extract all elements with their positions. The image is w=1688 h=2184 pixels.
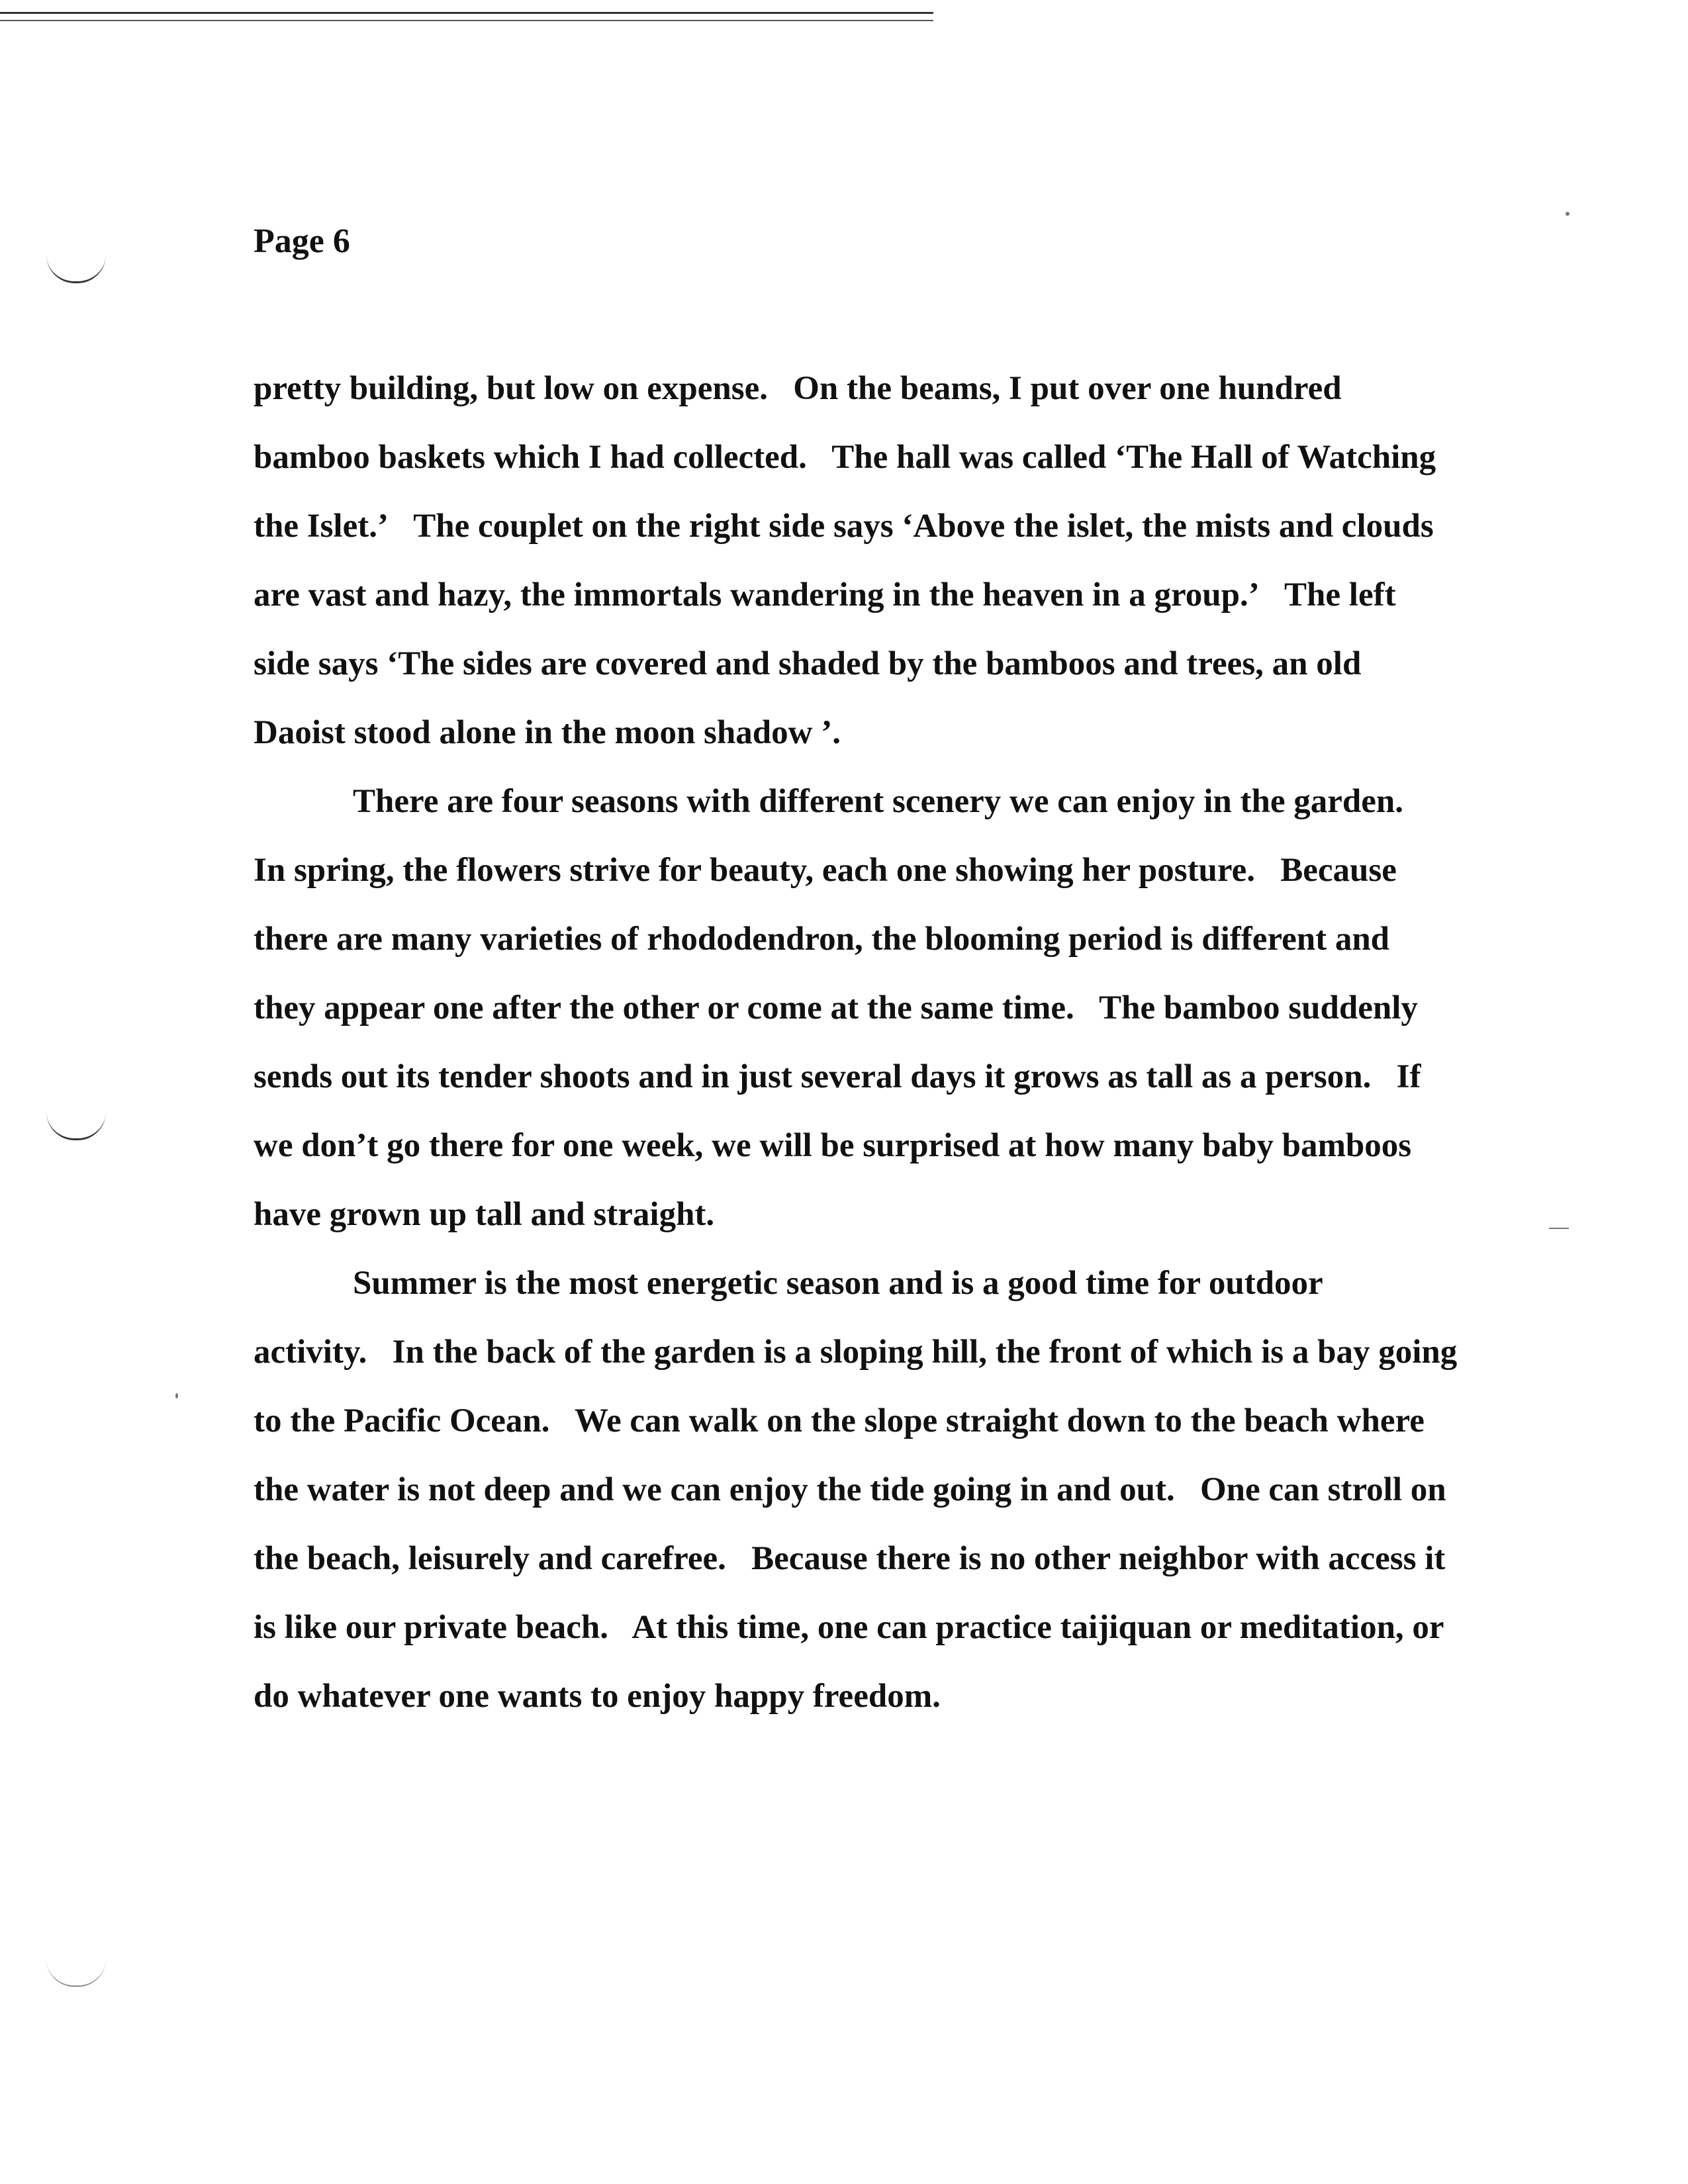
binder-hole-mark [46, 255, 106, 283]
scan-speck [175, 1393, 178, 1398]
body-paragraph: Summer is the most energetic season and is a good time for outdoor activity. In the back of the garden is a sloping hill, the front of which is a bay going to the Pacific Ocean. We can walk on the slope straight down to the beach where the water is not deep and we can enjoy the tide going in and out. One can stroll on the beach, leisurely and carefree. Because there is no other neighbor with access it is like our private beach. At this time, one can practice taijiquan or meditation, or do whatever one wants to enjoy happy freedom. [254, 1265, 1458, 1715]
scan-speck [1549, 1228, 1569, 1229]
binder-hole-mark [46, 1112, 106, 1140]
scan-top-rule-secondary [0, 20, 933, 21]
scan-top-rule [0, 12, 933, 14]
body-paragraph: pretty building, but low on expense. On the beams, I put over one hundred bamboo baskets which I had collected. The hall was called ‘The Hall of Watching the Islet.’ The couplet on the right side says ‘Above the islet, the mists and clouds are vast and hazy, the immortals wandering in the heaven in a group.’ The left side says ‘The sides are covered and shaded by the bamboos and trees, an old Daoist stood alone in the moon shadow ’. [254, 370, 1436, 751]
scan-speck [1566, 212, 1570, 216]
page-number-label: Page 6 [254, 222, 350, 260]
binder-hole-mark [46, 1959, 106, 1987]
body-paragraph: There are four seasons with different scenery we can enjoy in the garden. In spring, the flowers strive for beauty, each one showing her posture. Because there are many varieties of rhododendron, the blooming period is different and they appear one after the other or come at the same time. The bamboo suddenly sends out its tender shoots and in just several days it grows as tall as a person. If we don’t go there for one week, we will be surprised at how many baby bamboos have grown up tall and straight. [254, 783, 1421, 1233]
document-body [254, 354, 1458, 1731]
